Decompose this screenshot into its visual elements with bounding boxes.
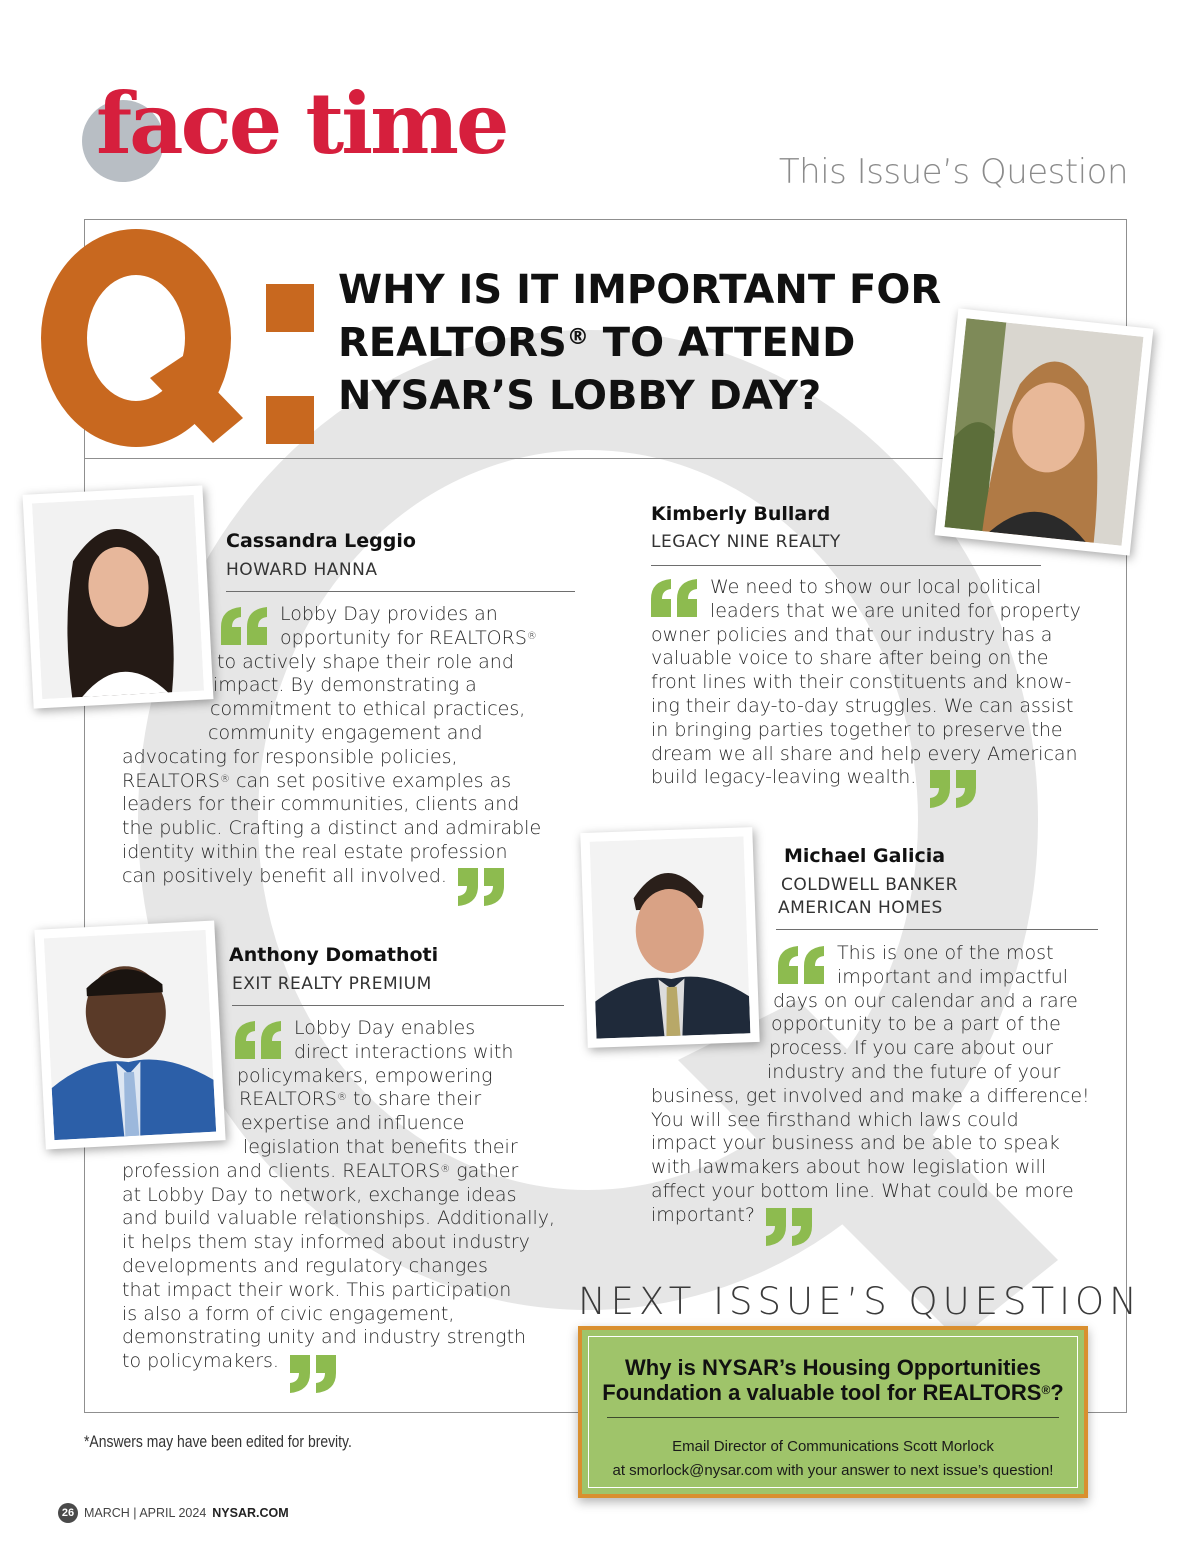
page-number: 26 [58,1503,78,1523]
photo-kimberly-bullard [935,308,1154,555]
site-link[interactable]: NYSAR.COM [212,1506,289,1520]
next-issue-heading: NEXT ISSUE’S QUESTION [578,1280,1142,1323]
responder-name: Kimberly Bullard [651,503,831,525]
section-title: face time [96,74,507,173]
question-line-2: REALTORS® TO ATTEND [338,320,856,366]
close-quote-icon [928,768,980,810]
answer-michael: This is one of the most important and impactful days on our calendar and a rare opportunity to be a part of the process. If you care about our industry and the future of your business, get involved and make a difference! You will see firsthand which laws could impact your business and be able to speak with lawmakers about how legislation will affect your bottom line. What could be more important? [651,942,1090,1226]
issue-label: This Issue’s Question [778,152,1128,192]
answer-kimberly: We need to show our local political leaders that we are united for property owner policies and that our industry has a valuable voice to share after being on the front lines with their constituents and know- ing their day-to-day struggles. We can assist in bringing parties together to preserve the dream we all share and help every American build legacy-leaving wealth. [651,576,1081,789]
responder-name: Cassandra Leggio [226,530,416,552]
main-question [338,264,978,423]
next-issue-rule [607,1417,1059,1418]
disclaimer: *Answers may have been edited for brevity. [84,1432,352,1451]
next-issue-email-instructions: Email Director of Communications Scott Morlock at smorlock@nysar.com with your answer to next issue’s question! [589,1435,1077,1483]
answer-cassandra: Lobby Day provides an opportunity for REALTORS® to actively shape their role and impact. By demonstrating a commitment to ethical practices, community engagement and advocating for responsible policies, REALTORS® can set positive examples as leaders for their communities, clients and the public. Crafting a distinct and admirable identity within the real estate profession can positively benefit all involved. [122,603,542,887]
question-line-3: NYSAR’S LOBBY DAY? [338,373,822,419]
close-quote-icon [288,1353,340,1395]
big-q-icon [38,228,318,460]
responder-name: Michael Galicia [784,845,946,867]
page-footer [58,1503,289,1523]
next-issue-box [578,1326,1088,1498]
email-link[interactable]: at smorlock@nysar.com with your answer to next issue’s question! [612,1462,1054,1479]
responder-company: EXIT REALTY PREMIUM [232,974,432,994]
name-rule [776,929,1098,930]
name-rule [651,565,1041,566]
question-line-1: WHY IS IT IMPORTANT FOR [338,267,942,313]
responder-company: COLDWELL BANKER [781,875,958,895]
close-quote-icon [456,866,508,908]
name-rule [232,1005,564,1006]
responder-company: AMERICAN HOMES [778,898,943,918]
responder-name: Anthony Domathoti [229,944,439,966]
responder-company: HOWARD HANNA [226,560,378,580]
portrait-kimberly [945,318,1144,545]
next-issue-question: Why is NYSAR’s Housing Opportunities Foundation a valuable tool for REALTORS®? [602,1355,1064,1405]
next-issue-inner-border [588,1336,1078,1488]
answer-anthony: Lobby Day enables direct interactions with policymakers, empowering REALTORS® to share their expertise and influence legislation that benefits their profession and clients. REALTORS® gather at Lobby Day to network, exchange ideas and build valuable relationships. Additionally, it helps them stay informed about industry developments and regulatory changes that impact their work. This participation is also a form of civic engagement, demonstrating unity and industry strength to policymakers. [122,1017,556,1373]
responder-company: LEGACY NINE REALTY [651,532,841,552]
issue-date: MARCH | APRIL 2024 [84,1506,207,1520]
close-quote-icon [764,1206,816,1248]
